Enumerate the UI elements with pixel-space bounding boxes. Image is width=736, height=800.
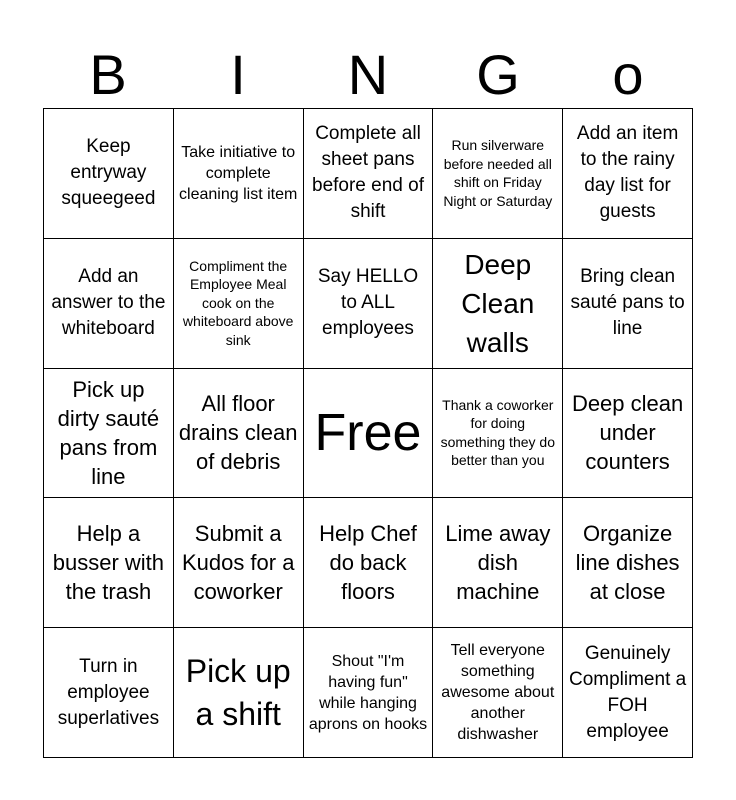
bingo-cell[interactable] <box>433 628 563 758</box>
header-letter-g: G <box>476 43 520 106</box>
cell-text: Shout "I'm having fun" while hanging aprons on hooks <box>308 652 428 733</box>
bingo-cell[interactable] <box>433 369 563 499</box>
bingo-cell[interactable] <box>44 239 174 369</box>
cell-text: Add an item to the rainy day list for guests <box>576 123 679 223</box>
cell-text: Lime away dish machine <box>445 521 551 605</box>
cell-text: Run silverware before needed all shift on Friday Night or Saturday <box>443 137 553 209</box>
cell-text: Help a busser with the trash <box>52 521 165 605</box>
cell-text: Organize line dishes at close <box>575 521 680 605</box>
cell-text: All floor drains clean of debris <box>178 391 298 475</box>
bingo-cell[interactable] <box>44 498 174 628</box>
cell-text: Compliment the Employee Meal cook on the whiteboard above sink <box>182 257 294 348</box>
bingo-cell[interactable] <box>174 498 304 628</box>
cell-text: Deep clean under counters <box>571 391 684 475</box>
cell-text: Pick up a shift <box>185 652 291 732</box>
cell-text: Free <box>314 403 422 462</box>
header-letter-o: o <box>612 43 644 106</box>
header-letter-i: I <box>230 43 246 106</box>
cell-text: Submit a Kudos for a coworker <box>181 521 295 605</box>
bingo-cell[interactable] <box>174 628 304 758</box>
cell-text: Add an answer to the whiteboard <box>51 266 166 340</box>
bingo-cell[interactable] <box>44 109 174 239</box>
cell-text: Tell everyone something awesome about another dishwasher <box>441 642 555 744</box>
cell-text: Bring clean sauté pans to line <box>570 266 685 340</box>
bingo-cell[interactable] <box>174 239 304 369</box>
free-cell[interactable] <box>304 369 434 499</box>
bingo-cell[interactable] <box>304 628 434 758</box>
cell-text: Deep Clean walls <box>461 248 535 358</box>
bingo-cell[interactable] <box>304 109 434 239</box>
cell-text: Turn in employee superlatives <box>57 655 160 729</box>
bingo-cell[interactable] <box>174 109 304 239</box>
bingo-cell[interactable] <box>44 369 174 499</box>
cell-text: Say HELLO to ALL employees <box>317 266 419 340</box>
bingo-cell[interactable] <box>433 239 563 369</box>
bingo-cell[interactable] <box>44 628 174 758</box>
bingo-cell[interactable] <box>174 369 304 499</box>
bingo-cell[interactable] <box>433 498 563 628</box>
cell-text: Pick up dirty sauté pans from line <box>57 376 160 489</box>
bingo-cell[interactable] <box>563 628 693 758</box>
cell-text: Help Chef do back floors <box>319 521 417 605</box>
bingo-cell[interactable] <box>304 239 434 369</box>
header-letter-b: B <box>89 43 127 106</box>
bingo-cell[interactable] <box>563 498 693 628</box>
cell-text: Genuinely Compliment a FOH employee <box>568 642 687 742</box>
cell-text: Keep entryway squeegeed <box>61 136 156 210</box>
bingo-cell[interactable] <box>304 498 434 628</box>
bingo-grid <box>43 108 693 758</box>
cell-text: Complete all sheet pans before end of shift <box>312 123 424 223</box>
bingo-header <box>43 42 693 108</box>
bingo-cell[interactable] <box>563 239 693 369</box>
cell-text: Thank a coworker for doing something they do better than you <box>440 396 555 469</box>
bingo-cell[interactable] <box>563 369 693 499</box>
bingo-cell[interactable] <box>433 109 563 239</box>
cell-text: Take initiative to complete cleaning list item <box>179 143 298 203</box>
header-letter-n: N <box>347 43 389 106</box>
bingo-cell[interactable] <box>563 109 693 239</box>
